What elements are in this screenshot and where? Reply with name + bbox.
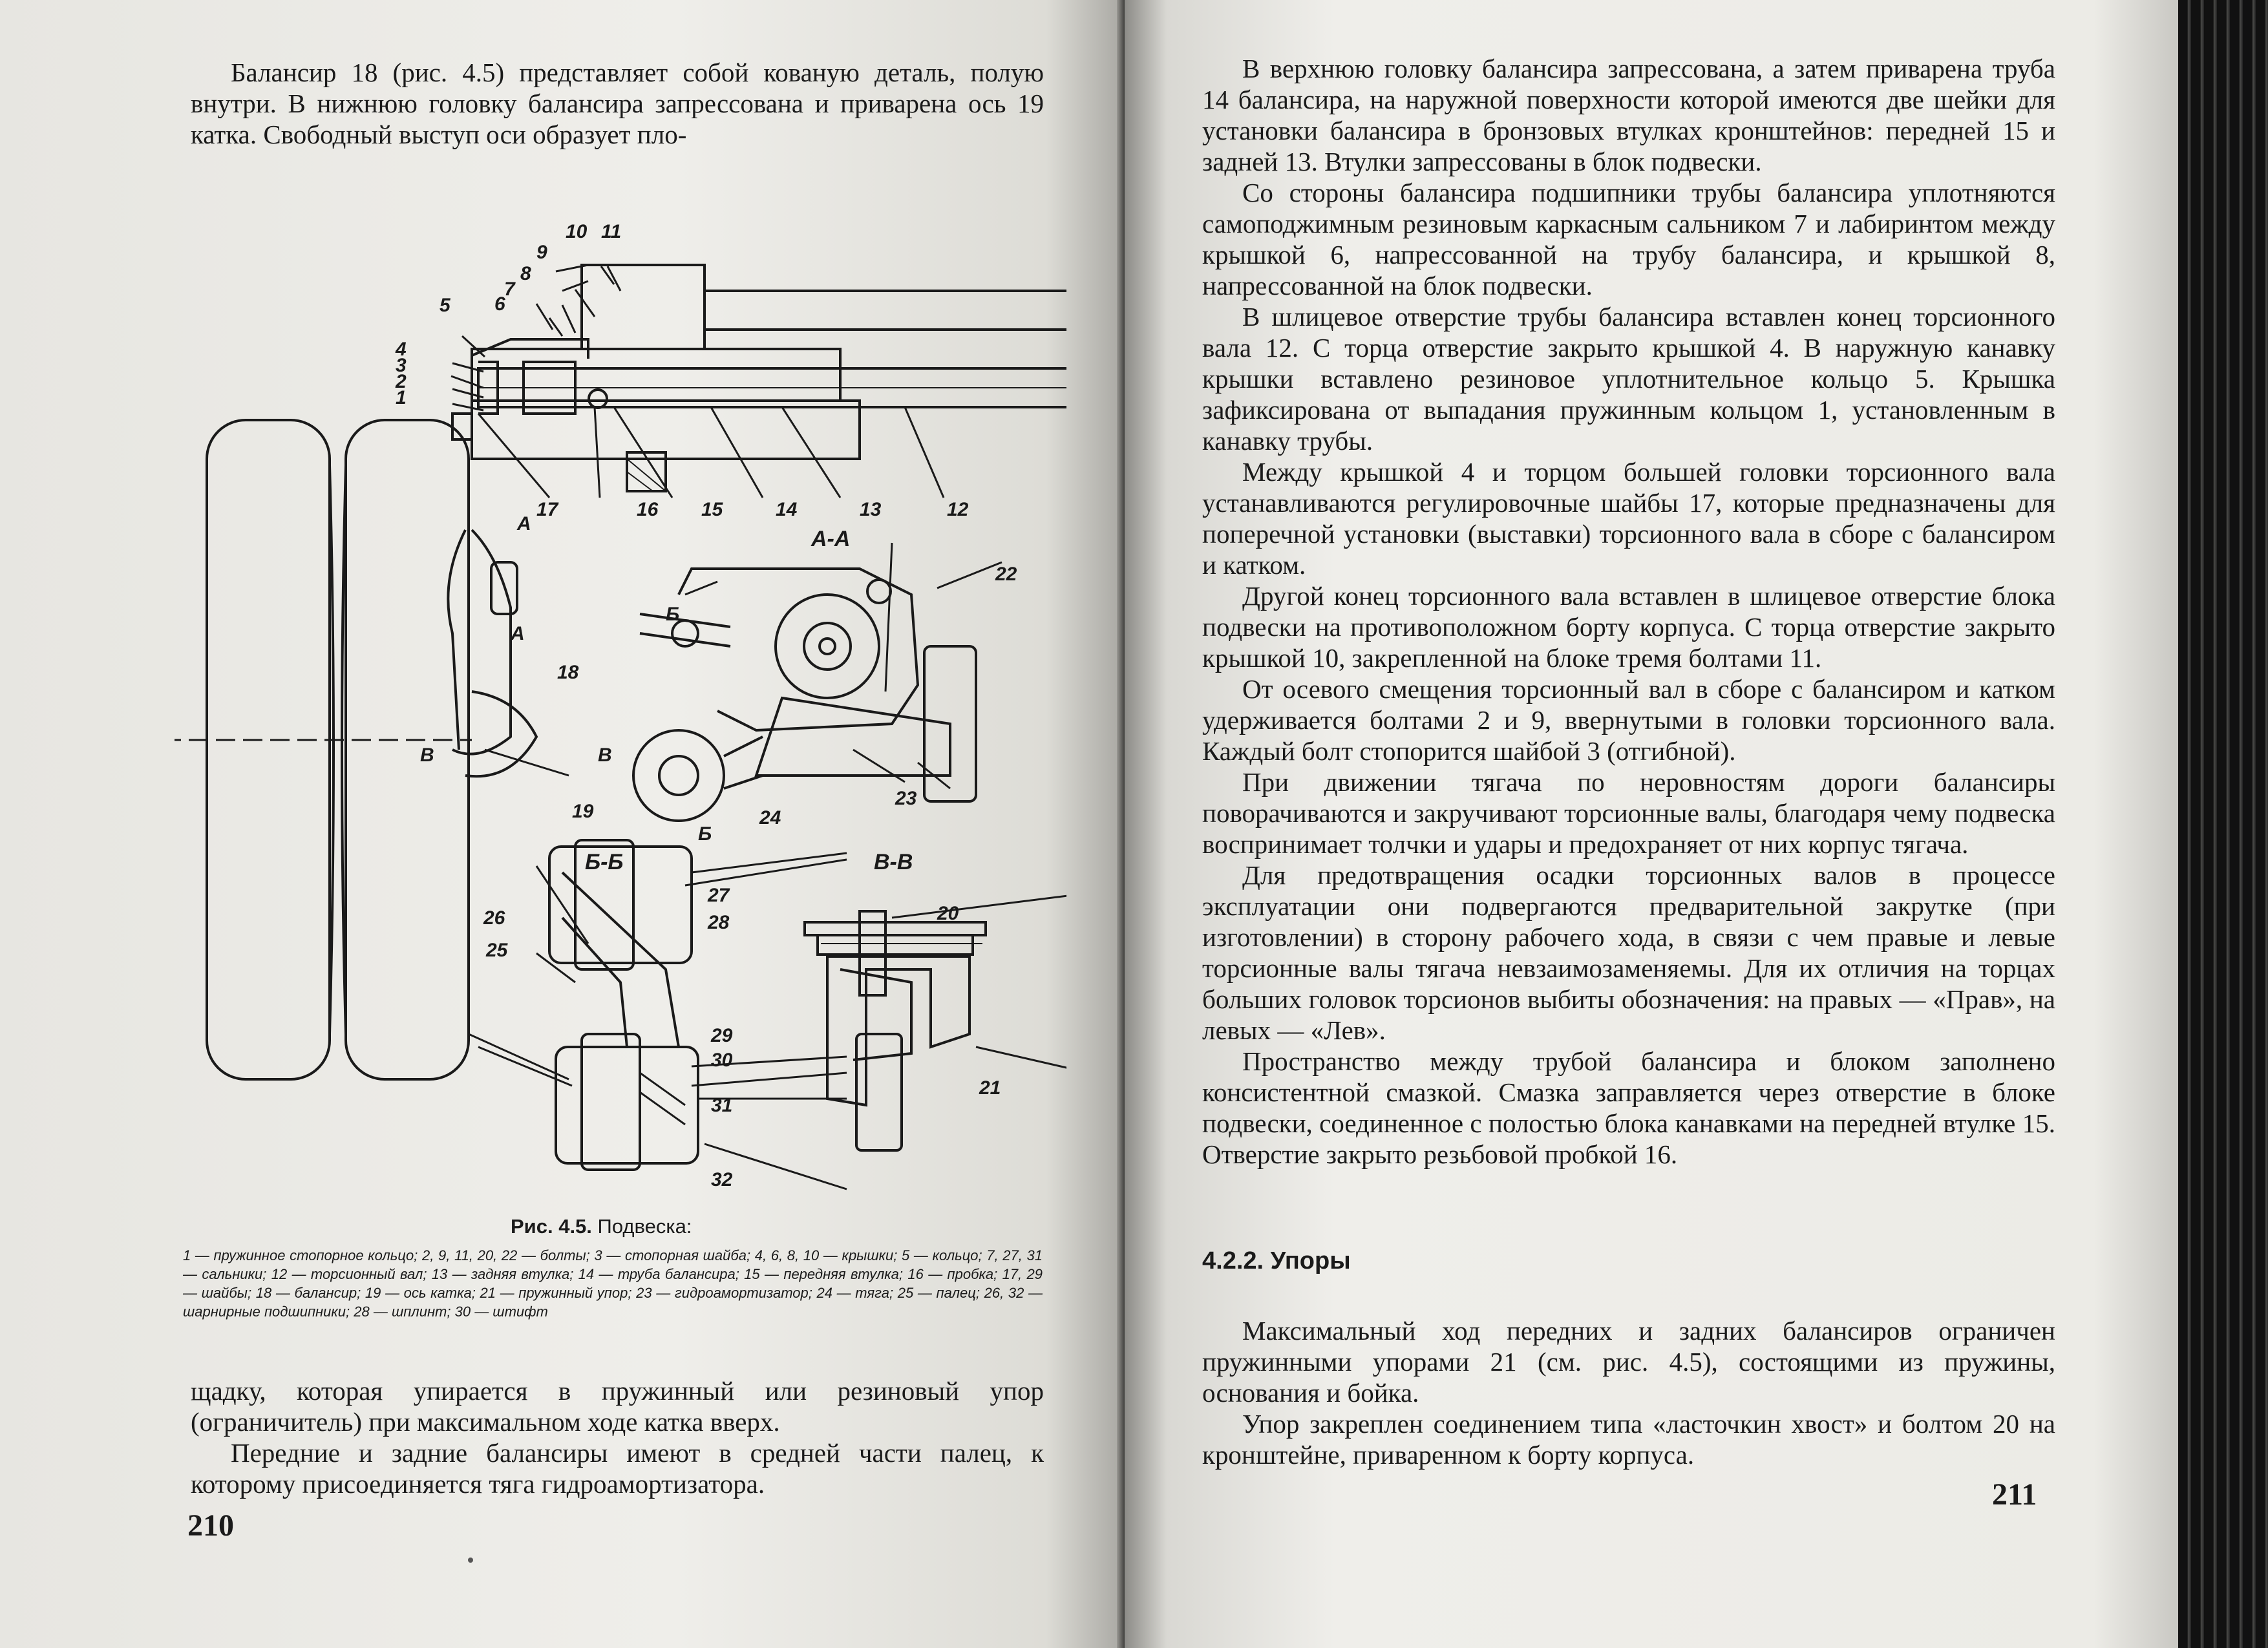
page-number-left: 210: [187, 1508, 234, 1543]
section-a-a-drawing: [633, 569, 976, 821]
label-15: 15: [701, 499, 723, 520]
label-32: 32: [711, 1169, 733, 1190]
label-6: 6: [494, 293, 505, 315]
label-5: 5: [440, 295, 450, 316]
paragraph: В шлицевое отверстие трубы балансира вставлен конец торсионного вала 12. С торца отверстие закрыто крышкой 4. В наружную канавку крышки вставлено резиновое уплотнительное кольцо 5. Крышка зафиксирована от выпадания пружинным кольцом 1, установленным в канавку трубы.: [1202, 302, 2055, 456]
label-27: 27: [708, 885, 730, 906]
torsion-assembly: [452, 265, 1066, 491]
label-18: 18: [557, 662, 579, 683]
left-page: [0, 0, 1125, 1648]
right-page-text: [1202, 53, 2055, 1170]
paragraph: Со стороны балансира подшипники трубы балансира уплотняются самоподжимным резиновым каркасным сальником 7 и лабиринтом между крышкой 6, напрессованной на трубу балансира, и крышкой 8, напрессованной на блок подвески.: [1202, 178, 2055, 301]
paragraph: Для предотвращения осадки торсионных валов в процессе эксплуатации они подвергаются предварительной закрутке (при изготовлении) в сторону рабочего хода, в связи с чем правые и левые торсионные валы тягача невзаимозаменяемы. Для их отличия на торцах больших головок торсионов выбиты обозначения: на правых — «Прав», на левых — «Лев».: [1202, 860, 2055, 1045]
figure-title: Подвеска:: [591, 1215, 692, 1238]
label-section-b-bottom: Б: [698, 823, 712, 845]
label-13: 13: [860, 499, 882, 520]
page-edges: [2178, 0, 2268, 1648]
paragraph: Максимальный ход передних и задних балансиров ограничен пружинными упорами 21 (см. рис. 4.5), состоящими из пружины, основания и бойка.: [1202, 1316, 2055, 1408]
label-21: 21: [979, 1077, 1001, 1099]
label-section-v-left: В: [420, 745, 434, 766]
paragraph: Упор закреплен соединением типа «ласточкин хвост» и болтом 20 на кронштейне, приваренном к борту корпуса.: [1202, 1409, 2055, 1470]
page-number-right: 211: [1992, 1477, 2037, 1512]
label-31: 31: [711, 1095, 733, 1116]
label-26: 26: [483, 907, 505, 929]
label-17: 17: [536, 499, 558, 520]
paragraph: Передние и задние балансиры имеют в средней части палец, к которому присоединяется тяга гидроамортизатора.: [191, 1438, 1044, 1499]
section-a-a-title: А-А: [811, 527, 851, 551]
label-10: 10: [566, 221, 588, 242]
label-1: 1: [396, 387, 407, 408]
paragraph: В верхнюю головку балансира запрессована, а затем приварена труба 14 балансира, на наружной поверхности которой имеются две шейки для установки балансира в бронзовых втулках кронштейнов: передней 15 и задней 13. Втулки запрессованы в блок подвески.: [1202, 54, 2055, 176]
figure-number: Рис. 4.5.: [511, 1215, 592, 1238]
label-30: 30: [711, 1050, 733, 1071]
paragraph: От осевого смещения торсионный вал в сборе с балансиром и катком удерживается болтами 2 и 9, ввернутыми в головки торсионного вала. Каждый болт стопорится шайбой 3 (отгибной).: [1202, 674, 2055, 766]
label-23: 23: [895, 788, 917, 809]
label-25: 25: [486, 940, 508, 961]
suspension-figure: [175, 194, 1066, 1202]
paragraph: Между крышкой 4 и торцом большей головки торсионного вала устанавливаются регулировочные шайбы 17, которые предназначены для поперечной установки (выставки) торсионного вала в сборе с балансиром и катком.: [1202, 457, 2055, 580]
label-4: 4: [396, 339, 407, 360]
paragraph: щадку, которая упирается в пружинный или резиновый упор (ограничитель) при максимальном ходе катка вверх.: [191, 1376, 1044, 1437]
label-20: 20: [937, 903, 959, 924]
label-section-b-top: Б: [666, 604, 680, 625]
right-page-section-text: [1202, 1315, 2055, 1470]
label-2: 2: [396, 371, 407, 392]
label-19: 19: [572, 801, 594, 822]
section-v-v-title: В-В: [874, 850, 913, 874]
figure-caption-legend: 1 — пружинное стопорное кольцо; 2, 9, 11, 20, 22 — болты; 3 — стопорная шайба; 4, 6, 8, 10 — крышки; 5 — кольцо; 7, 27, 31 — сальники; 12 — торсионный вал; 13 — задняя втулка; 14 — труба балансира; 15 — передняя втулка; 16 — пробка; 17, 29 — шайбы; 18 — балансир; 19 — ось катка; 21 — пружинный упор; 23 — гидроамортизатор; 24 — тяга; 25 — палец; 26, 32 — шарнирные подшипники; 28 — шплинт; 30 — штифт: [183, 1247, 1043, 1320]
left-page-bottom-text: [191, 1375, 1044, 1499]
leader-lines: [451, 266, 1066, 1189]
section-b-b-drawing: [549, 840, 698, 1170]
label-12: 12: [947, 499, 969, 520]
label-22: 22: [995, 564, 1017, 585]
label-7: 7: [504, 279, 515, 300]
label-24: 24: [759, 807, 781, 829]
label-section-a-top: А: [517, 513, 531, 534]
print-speck: [468, 1558, 473, 1563]
paragraph: Пространство между трубой балансира и блоком заполнено консистентной смазкой. Смазка заправляется через отверстие в блоке подвески, соединенное с полостью блока канавками на передней втулке 15. Отверстие закрыто резьбовой пробкой 16.: [1202, 1046, 2055, 1169]
section-heading: 4.2.2. Упоры: [1202, 1247, 1351, 1274]
label-14: 14: [776, 499, 798, 520]
label-section-v-right: В: [598, 745, 612, 766]
label-8: 8: [520, 263, 531, 284]
label-29: 29: [711, 1025, 733, 1046]
paragraph: При движении тягача по неровностям дороги балансиры поворачиваются и закручивают торсионные валы, благодаря чему подвеска воспринимает толчки и удары и предохраняет от них корпус тягача.: [1202, 767, 2055, 859]
label-section-a-bottom: А: [511, 623, 525, 644]
label-11: 11: [601, 221, 622, 242]
section-v-v-drawing: [805, 911, 986, 1150]
label-9: 9: [536, 242, 547, 263]
label-28: 28: [708, 912, 730, 933]
left-page-top-text: [191, 57, 1044, 150]
paragraph: Балансир 18 (рис. 4.5) представляет собой кованую деталь, полую внутри. В нижнюю головку балансира запрессована и приварена ось 19 катка. Свободный выступ оси образует пло-: [191, 58, 1044, 149]
label-16: 16: [637, 499, 659, 520]
figure-caption-title: [511, 1215, 692, 1238]
label-3: 3: [396, 355, 407, 376]
paragraph: Другой конец торсионного вала вставлен в шлицевое отверстие блока подвески на противоположном борту корпуса. С торца отверстие закрыто крышкой 10, закрепленной на блоке тремя болтами 11.: [1202, 581, 2055, 673]
section-b-b-title: Б-Б: [585, 850, 624, 874]
